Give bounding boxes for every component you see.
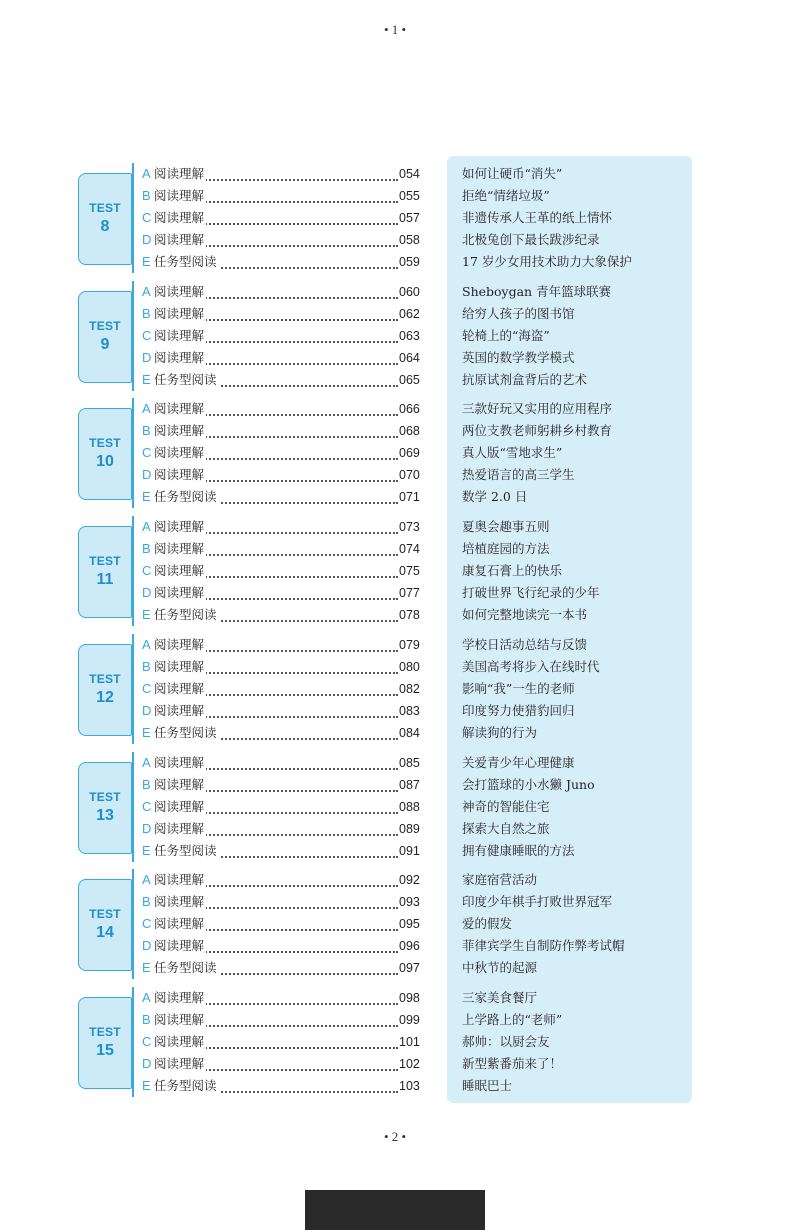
entry-page-number: 096 bbox=[399, 939, 420, 954]
test-badge-label: TEST bbox=[89, 1024, 121, 1039]
entry-type: 阅读理解 bbox=[154, 913, 206, 935]
entry-type: 阅读理解 bbox=[154, 987, 206, 1009]
toc-entry[interactable] bbox=[0, 538, 790, 560]
entry-topic: 轮椅上的“海盗” bbox=[462, 327, 550, 343]
entry-topic: 美国高考将步入在线时代 bbox=[462, 658, 600, 674]
entry-page-number: 077 bbox=[399, 586, 420, 601]
entry-page-number: 084 bbox=[399, 725, 420, 740]
test-group bbox=[0, 634, 790, 744]
toc-entry[interactable] bbox=[0, 935, 790, 957]
entry-type: 阅读理解 bbox=[154, 560, 206, 582]
entry-topic: 三家美食餐厅 bbox=[462, 989, 538, 1005]
entry-letter: B bbox=[142, 776, 151, 792]
entry-letter: D bbox=[142, 820, 152, 836]
test-badge-number: 10 bbox=[96, 453, 114, 471]
entry-letter: C bbox=[142, 1033, 152, 1049]
entry-page-number: 059 bbox=[399, 255, 420, 269]
entry-letter: B bbox=[142, 305, 151, 321]
entry-type: 阅读理解 bbox=[154, 229, 206, 251]
entry-topic: 会打篮球的小水獭 Juno bbox=[462, 776, 595, 792]
entry-type: 阅读理解 bbox=[154, 303, 206, 325]
entry-type: 任务型阅读 bbox=[154, 722, 219, 744]
entry-page-number: 069 bbox=[399, 446, 420, 461]
toc-entry[interactable] bbox=[0, 207, 790, 229]
entry-topic: 家庭宿营活动 bbox=[462, 872, 538, 888]
toc-entry[interactable] bbox=[0, 486, 790, 508]
entry-page-number: 063 bbox=[399, 328, 420, 343]
test-badge-label: TEST bbox=[89, 671, 121, 686]
entry-topic: 夏奥会趣事五则 bbox=[462, 519, 550, 535]
entry-page-number: 057 bbox=[399, 211, 420, 225]
entry-page-number: 066 bbox=[399, 402, 420, 417]
toc-entry[interactable] bbox=[0, 869, 790, 891]
entry-page-number: 080 bbox=[399, 659, 420, 674]
test-group bbox=[0, 281, 790, 391]
entry-topic: 17 岁少女用技术助力大象保护 bbox=[462, 254, 632, 269]
entry-topic: 给穷人孩子的图书馆 bbox=[462, 305, 575, 321]
entry-type: 阅读理解 bbox=[154, 347, 206, 369]
entry-letter: B bbox=[142, 541, 151, 557]
entry-page-number: 092 bbox=[399, 873, 420, 888]
toc-entry[interactable] bbox=[0, 722, 790, 744]
entry-page-number: 068 bbox=[399, 424, 420, 439]
entry-topic: 印度努力使猎豹回归 bbox=[462, 702, 575, 718]
entry-page-number: 101 bbox=[399, 1034, 420, 1049]
entry-type: 任务型阅读 bbox=[154, 486, 219, 508]
entry-page-number: 062 bbox=[399, 306, 420, 321]
entry-page-number: 083 bbox=[399, 703, 420, 718]
page-number-bottom: • 2 • bbox=[383, 1129, 407, 1144]
test-badge-label: TEST bbox=[89, 436, 121, 451]
toc-entry[interactable] bbox=[0, 251, 790, 273]
entry-letter: A bbox=[142, 872, 151, 888]
entry-letter: B bbox=[142, 658, 151, 674]
entry-topic: 拥有健康睡眠的方法 bbox=[462, 842, 575, 858]
entry-page-number: 098 bbox=[399, 990, 420, 1005]
entry-letter: C bbox=[142, 327, 152, 343]
entry-type: 阅读理解 bbox=[154, 207, 206, 229]
entry-topic: 热爱语言的高三学生 bbox=[462, 467, 575, 483]
entry-type: 任务型阅读 bbox=[154, 840, 219, 862]
entry-letter: C bbox=[142, 798, 152, 814]
toc-entry[interactable] bbox=[0, 774, 790, 796]
entry-page-number: 055 bbox=[399, 189, 420, 203]
test-group bbox=[0, 987, 790, 1097]
entry-type: 阅读理解 bbox=[154, 163, 206, 185]
page-number-top: • 1 • bbox=[383, 22, 407, 37]
entry-page-number: 074 bbox=[399, 542, 420, 557]
toc-entry[interactable] bbox=[0, 229, 790, 251]
entry-topic: 学校日活动总结与反馈 bbox=[462, 636, 588, 652]
entry-type: 阅读理解 bbox=[154, 774, 206, 796]
toc-entry[interactable] bbox=[0, 281, 790, 303]
toc-entry[interactable] bbox=[0, 796, 790, 818]
entry-type: 任务型阅读 bbox=[154, 251, 219, 273]
entry-type: 阅读理解 bbox=[154, 281, 206, 303]
entry-letter: D bbox=[142, 232, 152, 247]
entry-page-number: 099 bbox=[399, 1012, 420, 1027]
toc-entry[interactable] bbox=[0, 1053, 790, 1075]
test-group bbox=[0, 516, 790, 626]
entry-topic: 新型紫番茄来了！ bbox=[462, 1055, 563, 1071]
toc-entry[interactable] bbox=[0, 1031, 790, 1053]
entry-topic: 抗原试剂盒背后的艺术 bbox=[462, 371, 588, 387]
toc-entry[interactable] bbox=[0, 634, 790, 656]
entry-page-number: 079 bbox=[399, 637, 420, 652]
entry-page-number: 093 bbox=[399, 895, 420, 910]
entry-type: 阅读理解 bbox=[154, 796, 206, 818]
entry-type: 阅读理解 bbox=[154, 818, 206, 840]
entry-type: 阅读理解 bbox=[154, 420, 206, 442]
entry-type: 阅读理解 bbox=[154, 398, 206, 420]
entry-letter: E bbox=[142, 254, 151, 269]
entry-letter: C bbox=[142, 210, 152, 225]
entry-type: 阅读理解 bbox=[154, 869, 206, 891]
entry-letter: D bbox=[142, 1055, 152, 1071]
entry-page-number: 103 bbox=[399, 1078, 420, 1093]
entry-letter: E bbox=[142, 489, 151, 505]
entry-letter: B bbox=[142, 1011, 151, 1027]
test-badge-label: TEST bbox=[89, 554, 121, 569]
entry-topic: 上学路上的“老师” bbox=[462, 1011, 563, 1027]
toc-entry[interactable] bbox=[0, 678, 790, 700]
test-badge-number: 12 bbox=[96, 688, 114, 706]
entry-topic: 数学 2.0 日 bbox=[462, 489, 528, 505]
entry-page-number: 075 bbox=[399, 564, 420, 579]
test-badge-label: TEST bbox=[89, 201, 121, 215]
toc-entry[interactable] bbox=[0, 516, 790, 538]
entry-letter: E bbox=[142, 1077, 151, 1093]
test-group bbox=[0, 752, 790, 862]
test-badge-number: 15 bbox=[96, 1041, 114, 1059]
toc-entry[interactable] bbox=[0, 185, 790, 207]
toc-entry[interactable] bbox=[0, 840, 790, 862]
entry-page-number: 073 bbox=[399, 520, 420, 535]
entry-type: 阅读理解 bbox=[154, 464, 206, 486]
entry-topic: 解读狗的行为 bbox=[462, 724, 538, 740]
entry-topic: 探索大自然之旅 bbox=[462, 820, 550, 836]
entry-page-number: 091 bbox=[399, 843, 420, 858]
test-group bbox=[0, 163, 790, 273]
entry-type: 阅读理解 bbox=[154, 582, 206, 604]
toc-entry[interactable] bbox=[0, 1009, 790, 1031]
entry-type: 阅读理解 bbox=[154, 185, 206, 207]
entry-letter: E bbox=[142, 607, 151, 623]
entry-letter: A bbox=[142, 989, 151, 1005]
entry-page-number: 054 bbox=[399, 167, 420, 181]
test-badge-number: 11 bbox=[96, 571, 114, 589]
test-badge-label: TEST bbox=[89, 789, 121, 804]
entry-type: 阅读理解 bbox=[154, 538, 206, 560]
entry-page-number: 085 bbox=[399, 755, 420, 770]
entry-type: 阅读理解 bbox=[154, 1009, 206, 1031]
entry-letter: C bbox=[142, 680, 152, 696]
entry-letter: A bbox=[142, 283, 151, 299]
entry-page-number: 089 bbox=[399, 821, 420, 836]
entry-letter: A bbox=[142, 754, 151, 770]
entry-topic: 中秋节的起源 bbox=[462, 960, 538, 976]
entry-page-number: 070 bbox=[399, 468, 420, 483]
toc-entry[interactable] bbox=[0, 913, 790, 935]
entry-topic: 郝帅：以厨会友 bbox=[462, 1033, 550, 1049]
entry-letter: E bbox=[142, 842, 151, 858]
entry-letter: D bbox=[142, 349, 152, 365]
entry-type: 任务型阅读 bbox=[154, 1075, 219, 1097]
test-badge-label: TEST bbox=[89, 318, 121, 333]
entry-letter: C bbox=[142, 445, 152, 461]
entry-topic: 拒绝“情绪垃圾” bbox=[462, 188, 550, 203]
entry-topic: 影响“我”一生的老师 bbox=[462, 680, 575, 696]
toc-entry[interactable] bbox=[0, 582, 790, 604]
entry-topic: 培植庭园的方法 bbox=[462, 541, 550, 557]
test-group bbox=[0, 398, 790, 508]
test-badge-label: TEST bbox=[89, 907, 121, 922]
entry-topic: 英国的数学教学模式 bbox=[462, 349, 575, 365]
entry-page-number: 064 bbox=[399, 350, 420, 365]
toc-entry[interactable] bbox=[0, 957, 790, 979]
toc-entry[interactable] bbox=[0, 1075, 790, 1097]
toc-entry[interactable] bbox=[0, 818, 790, 840]
entry-type: 阅读理解 bbox=[154, 656, 206, 678]
toc-entry[interactable] bbox=[0, 398, 790, 420]
entry-page-number: 088 bbox=[399, 799, 420, 814]
entry-topic: 两位支教老师躬耕乡村教育 bbox=[462, 423, 613, 439]
entry-page-number: 087 bbox=[399, 777, 420, 792]
entry-type: 任务型阅读 bbox=[154, 604, 219, 626]
entry-letter: E bbox=[142, 960, 151, 976]
entry-topic: 打破世界飞行纪录的少年 bbox=[462, 585, 600, 601]
entry-type: 阅读理解 bbox=[154, 700, 206, 722]
toc-entry[interactable] bbox=[0, 700, 790, 722]
entry-letter: B bbox=[142, 188, 151, 203]
entry-topic: 印度少年棋手打败世界冠军 bbox=[462, 894, 613, 910]
entry-letter: A bbox=[142, 519, 151, 535]
entry-page-number: 058 bbox=[399, 233, 420, 247]
entry-type: 阅读理解 bbox=[154, 516, 206, 538]
entry-type: 阅读理解 bbox=[154, 678, 206, 700]
entry-letter: E bbox=[142, 371, 151, 387]
entry-type: 阅读理解 bbox=[154, 1031, 206, 1053]
toc-entry[interactable] bbox=[0, 604, 790, 626]
entry-topic: 关爱青少年心理健康 bbox=[462, 754, 575, 770]
toc-entry[interactable] bbox=[0, 891, 790, 913]
entry-type: 任务型阅读 bbox=[154, 369, 219, 391]
entry-page-number: 095 bbox=[399, 917, 420, 932]
test-badge-number: 13 bbox=[96, 806, 114, 824]
toc-entry[interactable] bbox=[0, 303, 790, 325]
entry-type: 阅读理解 bbox=[154, 442, 206, 464]
entry-topic: 神奇的智能住宅 bbox=[462, 798, 550, 814]
entry-topic: 菲律宾学生自制防作弊考试帽 bbox=[462, 938, 625, 954]
toc-entry[interactable] bbox=[0, 347, 790, 369]
toc-entry[interactable] bbox=[0, 987, 790, 1009]
entry-topic: 非遗传承人王革的纸上情怀 bbox=[462, 210, 613, 225]
entry-type: 阅读理解 bbox=[154, 891, 206, 913]
toc-entry[interactable] bbox=[0, 325, 790, 347]
entry-page-number: 102 bbox=[399, 1056, 420, 1071]
toc-entry[interactable] bbox=[0, 163, 790, 185]
toc-entry[interactable] bbox=[0, 560, 790, 582]
entry-type: 阅读理解 bbox=[154, 1053, 206, 1075]
entry-topic: 爱的假发 bbox=[462, 916, 513, 932]
entry-letter: A bbox=[142, 166, 151, 181]
entry-letter: E bbox=[142, 724, 151, 740]
entry-page-number: 060 bbox=[399, 284, 420, 299]
test-badge-number: 14 bbox=[96, 924, 114, 942]
entry-type: 阅读理解 bbox=[154, 325, 206, 347]
entry-topic: 如何让硬币“消失” bbox=[462, 166, 563, 181]
entry-page-number: 082 bbox=[399, 681, 420, 696]
entry-letter: B bbox=[142, 423, 151, 439]
entry-type: 阅读理解 bbox=[154, 752, 206, 774]
entry-topic: 三款好玩又实用的应用程序 bbox=[462, 401, 613, 417]
entry-topic: Sheboygan 青年篮球联赛 bbox=[462, 283, 612, 299]
test-group bbox=[0, 869, 790, 979]
entry-letter: D bbox=[142, 702, 152, 718]
entry-topic: 如何完整地读完一本书 bbox=[462, 607, 588, 623]
toc-entry[interactable] bbox=[0, 369, 790, 391]
toc-entry[interactable] bbox=[0, 656, 790, 678]
entry-letter: D bbox=[142, 467, 152, 483]
entry-type: 阅读理解 bbox=[154, 935, 206, 957]
test-badge-number: 8 bbox=[100, 218, 110, 235]
entry-topic: 睡眠巴士 bbox=[462, 1077, 513, 1093]
entry-letter: C bbox=[142, 916, 152, 932]
entry-letter: B bbox=[142, 894, 151, 910]
entry-letter: D bbox=[142, 585, 152, 601]
entry-type: 阅读理解 bbox=[154, 634, 206, 656]
entry-page-number: 071 bbox=[399, 490, 420, 505]
entry-letter: D bbox=[142, 938, 152, 954]
entry-letter: C bbox=[142, 563, 152, 579]
entry-page-number: 065 bbox=[399, 372, 420, 387]
toc-entry[interactable] bbox=[0, 752, 790, 774]
toc-entry[interactable] bbox=[0, 442, 790, 464]
entry-page-number: 078 bbox=[399, 608, 420, 623]
toc-entry[interactable] bbox=[0, 464, 790, 486]
entry-topic: 真人版“雪地求生” bbox=[462, 445, 563, 461]
toc-entry[interactable] bbox=[0, 420, 790, 442]
next-page-heading-fragment bbox=[305, 1190, 485, 1230]
test-badge-number: 9 bbox=[100, 335, 110, 353]
entry-letter: A bbox=[142, 636, 151, 652]
entry-topic: 康复石膏上的快乐 bbox=[462, 563, 563, 579]
entry-topic: 北极兔创下最长跋涉纪录 bbox=[462, 232, 600, 247]
entry-type: 任务型阅读 bbox=[154, 957, 219, 979]
entry-letter: A bbox=[142, 401, 151, 417]
entry-page-number: 097 bbox=[399, 961, 420, 976]
